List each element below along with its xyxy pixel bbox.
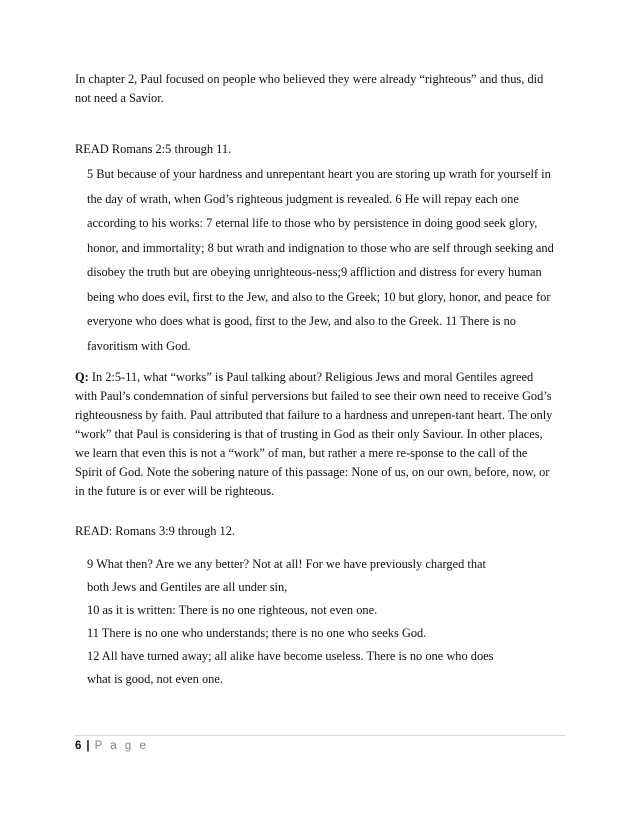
question-paragraph: [75, 368, 555, 501]
footer-separator: |: [86, 740, 90, 752]
quote-line: 11 There is no one who understands; there is no one who seeks God.: [87, 626, 427, 640]
page-footer: [75, 735, 565, 752]
read-heading-romans-3: READ: Romans 3:9 through 12.: [75, 524, 236, 538]
scripture-quote-romans-3: [87, 553, 555, 691]
question-text: In 2:5-11, what “works” is Paul talking about? Religious Jews and moral Gentiles agreed with Paul’s condemnation of sinful perversions but failed to see their own need to receive God’s righteousness by faith. Paul attributed that failure to a hardness and unrepen-tant heart. The only “work” that Paul is considering is that of trusting in God as their only Saviour. In other places, we learn that even this is not a “work” of man, but rather a mere re-sponse to the call of the Spirit of God. Note the sobering nature of this passage: None of us, on our own, before, now, or in the future is or ever will be righteous.: [75, 370, 553, 498]
quote-line: 12 All have turned away; all alike have become useless. There is no one who does: [87, 649, 494, 663]
read-heading-romans-2: READ Romans 2:5 through 11.: [75, 142, 232, 156]
page-number: 6: [75, 740, 82, 752]
question-label: Q:: [75, 370, 89, 384]
scripture-quote-romans-2: 5 But because of your hardness and unrepentant heart you are storing up wrath for yourself in the day of wrath, when God’s righteous judgment is revealed. 6 He will repay each one according to his works: 7 eternal life to those who by persistence in doing good seek glory, honor, and immortality; 8 but wrath and indignation to those who are self through seeking and disobey the truth but are obeying unrighteous-ness;9 affliction and distress for every human being who does evil, first to the Jew, and also to the Greek; 10 but glory, honor, and peace for everyone who does what is good, first to the Jew, and also to the Greek. 11 There is no favoritism with God.: [87, 167, 554, 353]
quote-line: 10 as it is written: There is no one righteous, not even one.: [87, 603, 378, 617]
quote-line: what is good, not even one.: [87, 672, 223, 686]
page-word: P a g e: [94, 740, 149, 752]
quote-line: both Jews and Gentiles are all under sin,: [87, 580, 288, 594]
quote-line: 9 What then? Are we any better? Not at all! For we have previously charged that: [87, 557, 486, 571]
intro-paragraph: In chapter 2, Paul focused on people who believed they were already “righteous” and thus, did not need a Savior.: [75, 72, 544, 105]
